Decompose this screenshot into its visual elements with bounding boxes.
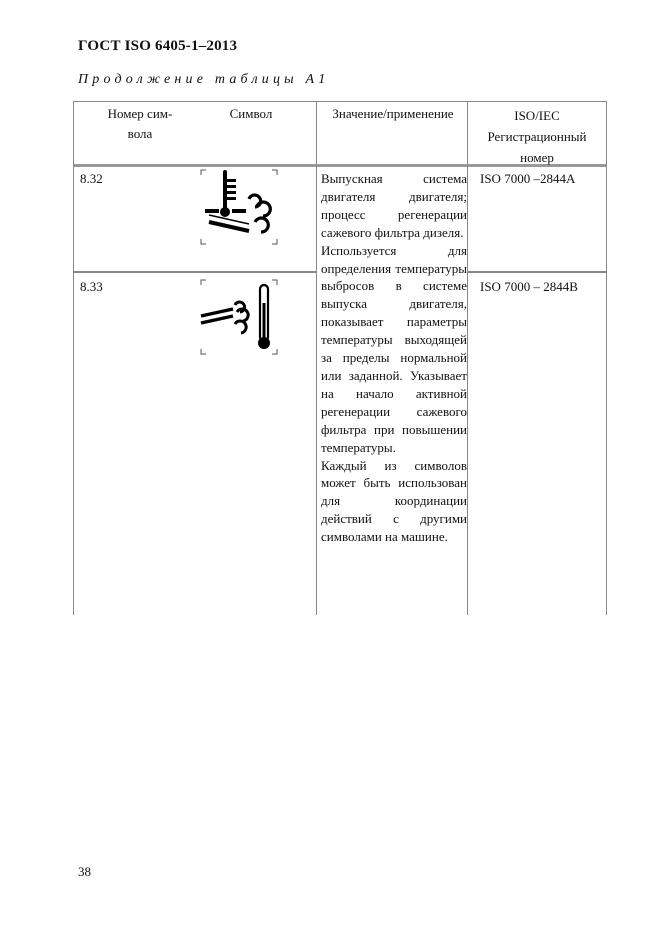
header-meaning: Значение/применение bbox=[332, 106, 454, 121]
description-paragraph: Выпускная система двигателя двигателя; процесс регенерации сажевого фильтра дизеля. bbox=[321, 171, 467, 240]
exhaust-soot-filter-regeneration-icon bbox=[199, 169, 279, 245]
exhaust-temperature-icon bbox=[199, 279, 279, 355]
document-standard-title: ГОСТ ISO 6405-1–2013 bbox=[78, 38, 238, 54]
row-registration: ISO 7000 –2844A bbox=[480, 171, 576, 186]
table-caption: Продолжение таблицы А1 bbox=[78, 72, 330, 87]
header-symbol: Символ bbox=[229, 106, 273, 121]
header-number: Номер сим- вола bbox=[107, 106, 173, 141]
row-number: 8.33 bbox=[80, 279, 103, 294]
page-number: 38 bbox=[78, 864, 91, 879]
row-number: 8.32 bbox=[80, 171, 103, 186]
meaning-description bbox=[321, 170, 467, 546]
description-paragraph: Используется для определения температуры выбросов в системе выпуска двигателя, показывает параметры температуры выходящей за пределы нормальной или заданной. Указывает на начало активной регенерации сажевого фильтра при повышении температуры. bbox=[321, 242, 467, 455]
row-registration: ISO 7000 – 2844B bbox=[480, 279, 578, 294]
header-registration: ISO/IEC Регистрационный номер bbox=[487, 108, 587, 165]
description-paragraph: Каждый из символов может быть использован для координации действий с другими символами на машине. bbox=[321, 457, 467, 545]
